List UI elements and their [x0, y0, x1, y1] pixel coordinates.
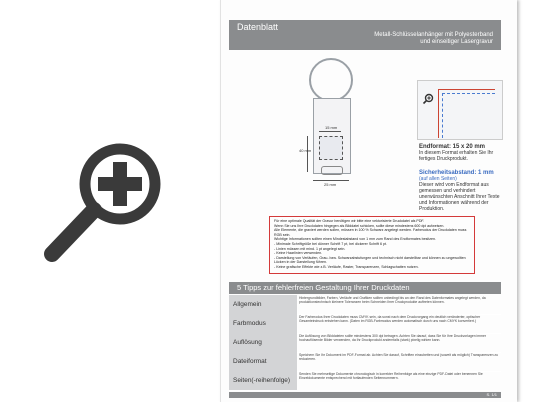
subtitle-line-2: und einseitiger Lasergravur: [420, 39, 493, 45]
dimension-line-height: [307, 136, 308, 172]
page-number: S. 1/1: [486, 392, 497, 397]
dimension-label-top: 15 mm: [325, 125, 338, 130]
notice-bullet: - Keine Haarlinien verwenden.: [274, 251, 323, 256]
dimension-label-height: 40 mm: [299, 148, 312, 153]
tip-label-cell: [229, 352, 297, 371]
endformat-title: Endformat: 15 x 20 mm: [419, 144, 486, 150]
safety-title: Sicherheitsabstand: 1 mm: [419, 170, 494, 176]
tip-label: Dateiformat: [233, 358, 267, 365]
tip-label: Seiten(-reihenfolge): [233, 377, 291, 384]
notice-bullet: - Linien müssen mit mind. 1 pt angelegt sein.: [274, 246, 346, 251]
safety-frame: [442, 93, 495, 138]
datasheet-title: Datenblatt: [237, 22, 279, 32]
notice-line: Für eine optimale Qualität der Gravur benötigen wir bitte eine vektorisierte Druckdatei als PDF.: [274, 219, 425, 223]
print-notice-box: [269, 216, 475, 274]
tip-row-aufloesung: [229, 333, 501, 353]
tip-label-cell: [229, 314, 297, 333]
endformat-text: In diesem Format erhalten Sie Ihr fertiges Druckprodukt.: [419, 150, 494, 162]
tips-title: 5 Tipps zur fehlerfreien Gestaltung Ihrer Druckdaten: [237, 283, 410, 292]
mini-zoom-icon: [422, 93, 434, 105]
notice-line: Alle Elemente, die graviert werden sollen, müssen in 100 % Schwarz angelegt werden. Farbmodus der Druckdaten muss RGB sein.: [274, 228, 467, 237]
notice-bullet: - Keine grafische Effekte wie z.B. Verläufe, Raster, Transparenzen, Schlagschatten nutzen.: [274, 264, 419, 269]
endformat-info: [419, 144, 501, 162]
tip-label-cell: [229, 371, 297, 390]
strap-slot: [321, 166, 343, 175]
page-footer: [229, 392, 501, 398]
notice-bullet: - Darstellung von Verläufen, Grau- bzw. Schwarzabstufungen und technisch nicht darstellbar und können zu ungewollten Lücken in der Darstellung führen.: [274, 255, 466, 265]
tip-row-dateiformat: [229, 352, 501, 372]
tip-text: Senden Sie mehrseitige Dokumente chronologisch in korrekter Reihenfolge als eine einzige PDF-Datei oder benennen Sie Einzeldokumente entsprechend mit fortlaufenden Seitennummern.: [299, 372, 483, 381]
tip-row-allgemein: [229, 295, 501, 315]
tip-label: Auflösung: [233, 339, 262, 346]
tip-text: Die Auflösung von Bilddateien sollte mindestens 300 dpi betragen. Achten Sie darauf, dass Sie für Ihre Druckvorlagen immer hochauflösende Bilder verwenden, da Ihr Druckprodukt andernfalls (stark) pixelig wirken kann.: [299, 334, 486, 343]
format-detail-thumbnail: [417, 80, 503, 140]
zoom-in-icon[interactable]: [40, 116, 164, 266]
tip-text: Speichern Sie Ihr Dokument im PDF-Format ab. Achten Sie darauf, Schriften einzubetten und (soweit als möglich) Transparenzen zu reduzieren.: [299, 353, 499, 362]
tip-label: Farbmodus: [233, 320, 266, 327]
tip-label-cell: [229, 333, 297, 352]
tips-header: [229, 282, 501, 294]
notice-bullet: - Minimale Schriftgröße bei dünner Schrift 7 pt, bei dickerer Schrift 6 pt.: [274, 241, 388, 246]
dimension-label-bottom: 25 mm: [324, 182, 337, 187]
notice-line: Wenn Sie uns Ihre Druckdaten hingegen als Bilddatei schicken, sollte diese mindestens 600 dpi aufweisen.: [274, 223, 445, 228]
tip-row-farbmodus: [229, 314, 501, 334]
tip-label-cell: [229, 295, 297, 314]
datasheet-header: [229, 20, 501, 50]
safety-text: Dieser wird vom Endformat aus gemessen und verhindert unerwünschten Anschnitt Ihrer Texte und Informationen während der Produktion.: [419, 182, 500, 212]
subtitle-line-1: Metall-Schlüsselanhänger mit Polyesterband: [374, 32, 493, 38]
tip-label: Allgemein: [233, 301, 262, 308]
safety-info: [419, 170, 501, 212]
notice-line: Wichtige Informationen sollten einen Mindestabstand von 1 mm zum Rand des Endformates besitzen.: [274, 237, 437, 242]
tip-text: Hintergrundbilder, Farben, Verläufe und Grafiken sollten unbedingt bis an den Rand des Datenformates angelegt werden, da produktionstechnisch kleinere Toleranzen beim Schneiden Ihrer Druckprodukte auftreten können.: [299, 296, 486, 305]
product-subtitle: [374, 32, 493, 46]
engraving-area: [319, 136, 343, 160]
dimension-line-bottom: [313, 180, 349, 181]
dimension-line-top: [319, 131, 341, 132]
keyring-ring: [309, 58, 353, 102]
datasheet-page: [220, 0, 517, 402]
safety-sub: (auf allen Seiten): [419, 176, 457, 182]
tip-row-seiten: [229, 371, 501, 391]
tip-text: Der Farbmodus Ihrer Druckdaten muss CMYK sein, da sonst nach dem Druckvorgang ein deutlich veränderter, optischer Gesamteindruck entstehen kann. (Daten im RGB-Farbmodus werden automatisch durch uns nach CMYK konvertiert.): [299, 315, 481, 324]
